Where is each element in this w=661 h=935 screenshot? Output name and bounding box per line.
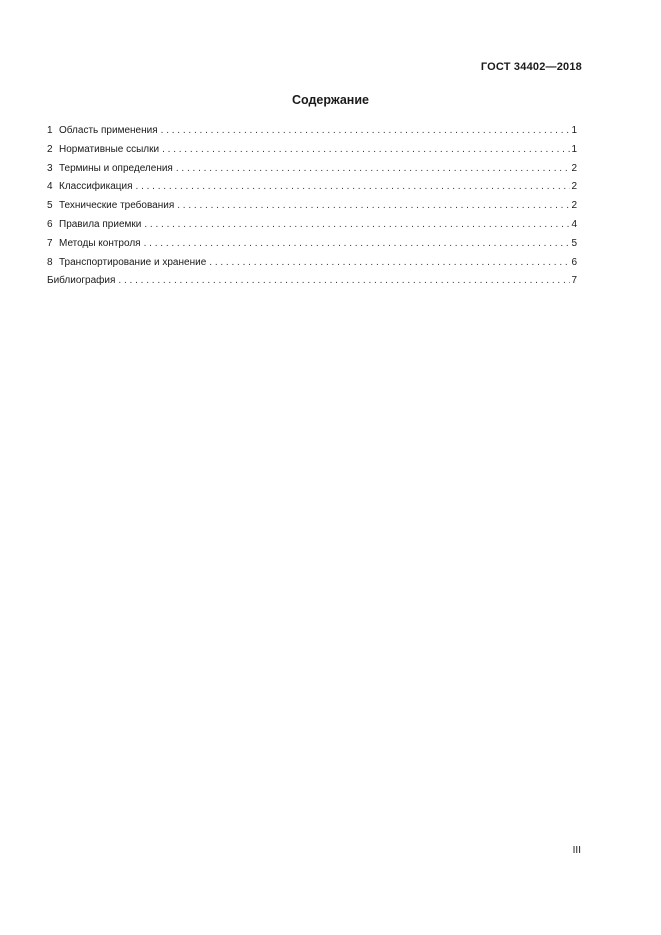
toc-entry-title: Правила приемки [59, 218, 142, 230]
toc-entry-page: 2 [571, 200, 577, 212]
toc-entry-page: 1 [571, 143, 577, 155]
toc-entry-3[interactable] [47, 160, 577, 179]
toc-entry-title: Технические требования [59, 200, 175, 212]
toc-entry-title: Транспортирование и хранение [59, 256, 207, 268]
toc-dot-leader [176, 160, 571, 179]
standard-code: ГОСТ 34402—2018 [480, 61, 582, 73]
toc-dot-leader [136, 178, 571, 197]
toc-entry-5[interactable] [47, 197, 577, 216]
toc-entry-4[interactable] [47, 178, 577, 197]
toc-dot-leader [118, 272, 570, 291]
toc-entry-bibliography[interactable] [47, 272, 577, 291]
toc-entry-page: 6 [571, 256, 577, 268]
toc-entry-number: 1 [47, 125, 53, 136]
toc-entry-page: 4 [571, 218, 577, 230]
toc-entry-title: Методы контроля [59, 237, 141, 249]
toc-entry-page: 1 [571, 125, 577, 136]
toc-entry-7[interactable] [47, 235, 577, 254]
toc-dot-leader [144, 216, 570, 235]
toc-dot-leader [177, 197, 570, 216]
toc-entry-title: Нормативные ссылки [59, 143, 160, 155]
toc-entry-page: 2 [571, 162, 577, 174]
toc-entry-number: 2 [47, 143, 53, 155]
toc-entry-2[interactable] [47, 141, 577, 160]
toc-entry-page: 7 [571, 275, 577, 287]
toc-entry-page: 2 [571, 181, 577, 193]
toc-entry-8[interactable] [47, 254, 577, 273]
page-number: III [572, 845, 581, 856]
toc-entry-number: 3 [47, 162, 53, 174]
toc-entry-title: Область применения [59, 125, 158, 136]
toc-entry-1[interactable] [47, 122, 577, 141]
toc-dot-leader [209, 254, 570, 273]
toc-entry-page: 5 [571, 237, 577, 249]
toc-entry-title: Библиография [47, 275, 116, 287]
toc-title: Содержание [291, 93, 369, 107]
toc-dot-leader [162, 141, 570, 160]
toc-entry-number: 5 [47, 200, 53, 212]
toc-entry-title: Термины и определения [59, 162, 173, 174]
toc-dot-leader [144, 235, 571, 254]
toc-entry-number: 8 [47, 256, 53, 268]
toc-entry-number: 4 [47, 181, 53, 193]
toc-dot-leader [161, 122, 571, 141]
toc-entry-title: Классификация [59, 181, 133, 193]
table-of-contents [47, 122, 577, 291]
toc-entry-6[interactable] [47, 216, 577, 235]
toc-entry-number: 7 [47, 237, 53, 249]
toc-entry-number: 6 [47, 218, 53, 230]
